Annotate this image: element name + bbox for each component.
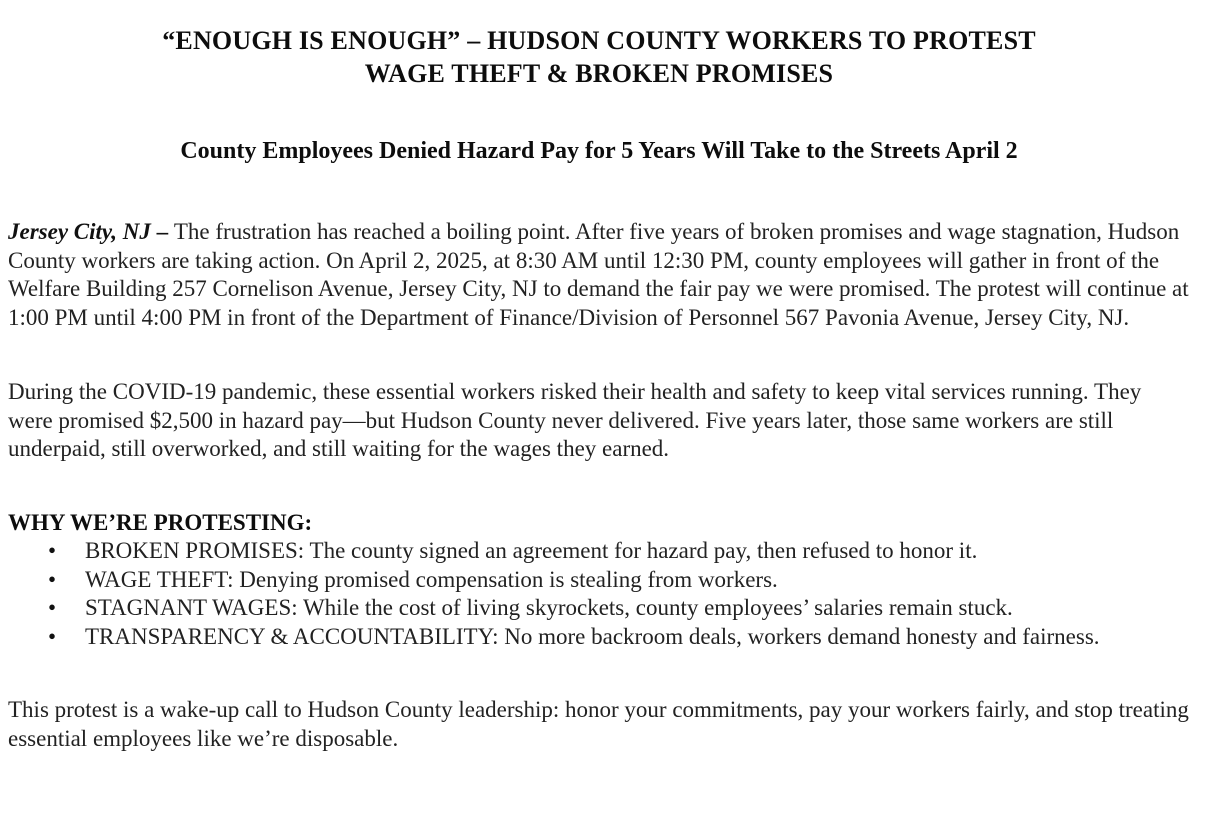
closing-paragraph: This protest is a wake-up call to Hudson County leadership: honor your commitments, pay your workers fairly, and stop treating essential employees like we’re disposable. — [8, 697, 1189, 751]
list-item-stagnant-wages: • STAGNANT WAGES: While the cost of living skyrockets, county employees’ salaries remain stuck. — [8, 594, 1190, 623]
dateline: Jersey City, NJ — [8, 219, 151, 244]
intro-paragraph-text: The frustration has reached a boiling point. After five years of broken promises and wage stagnation, Hudson County workers are taking action. On April 2, 2025, at 8:30 AM until 12:30 PM, county employees will gather in front of the Welfare Building 257 Cornelison Avenue, Jersey City, NJ to demand the fair pay we were promised. The protest will continue at 1:00 PM until 4:00 PM in front of the Department of Finance/Division of Personnel 567 Pavonia Avenue, Jersey City, NJ. — [8, 219, 1189, 330]
document-title — [8, 24, 1190, 90]
list-item-wage-theft: • WAGE THEFT: Denying promised compensation is stealing from workers. — [8, 566, 1190, 595]
list-item-transparency: • TRANSPARENCY & ACCOUNTABILITY: No more backroom deals, workers demand honesty and fairness. — [8, 623, 1190, 652]
title-line-2: WAGE THEFT & BROKEN PROMISES — [364, 59, 834, 88]
covid-paragraph: During the COVID-19 pandemic, these essential workers risked their health and safety to keep vital services running. They were promised $2,500 in hazard pay—but Hudson County never delivered. Five years later, those same workers are still underpaid, still overworked, and still waiting for the wages they earned. — [8, 379, 1142, 461]
why-protesting-heading: WHY WE’RE PROTESTING: — [8, 509, 313, 535]
list-item-broken-promises: • BROKEN PROMISES: The county signed an agreement for hazard pay, then refused to honor it. — [8, 537, 1190, 566]
title-line-1: “ENOUGH IS ENOUGH” – HUDSON COUNTY WORKERS TO PROTEST — [162, 26, 1036, 55]
document-subtitle: County Employees Denied Hazard Pay for 5 Years Will Take to the Streets April 2 — [180, 138, 1018, 164]
dateline-dash: – — [150, 219, 174, 244]
intro-paragraph — [8, 218, 1190, 332]
protest-reasons-list — [8, 537, 1190, 651]
